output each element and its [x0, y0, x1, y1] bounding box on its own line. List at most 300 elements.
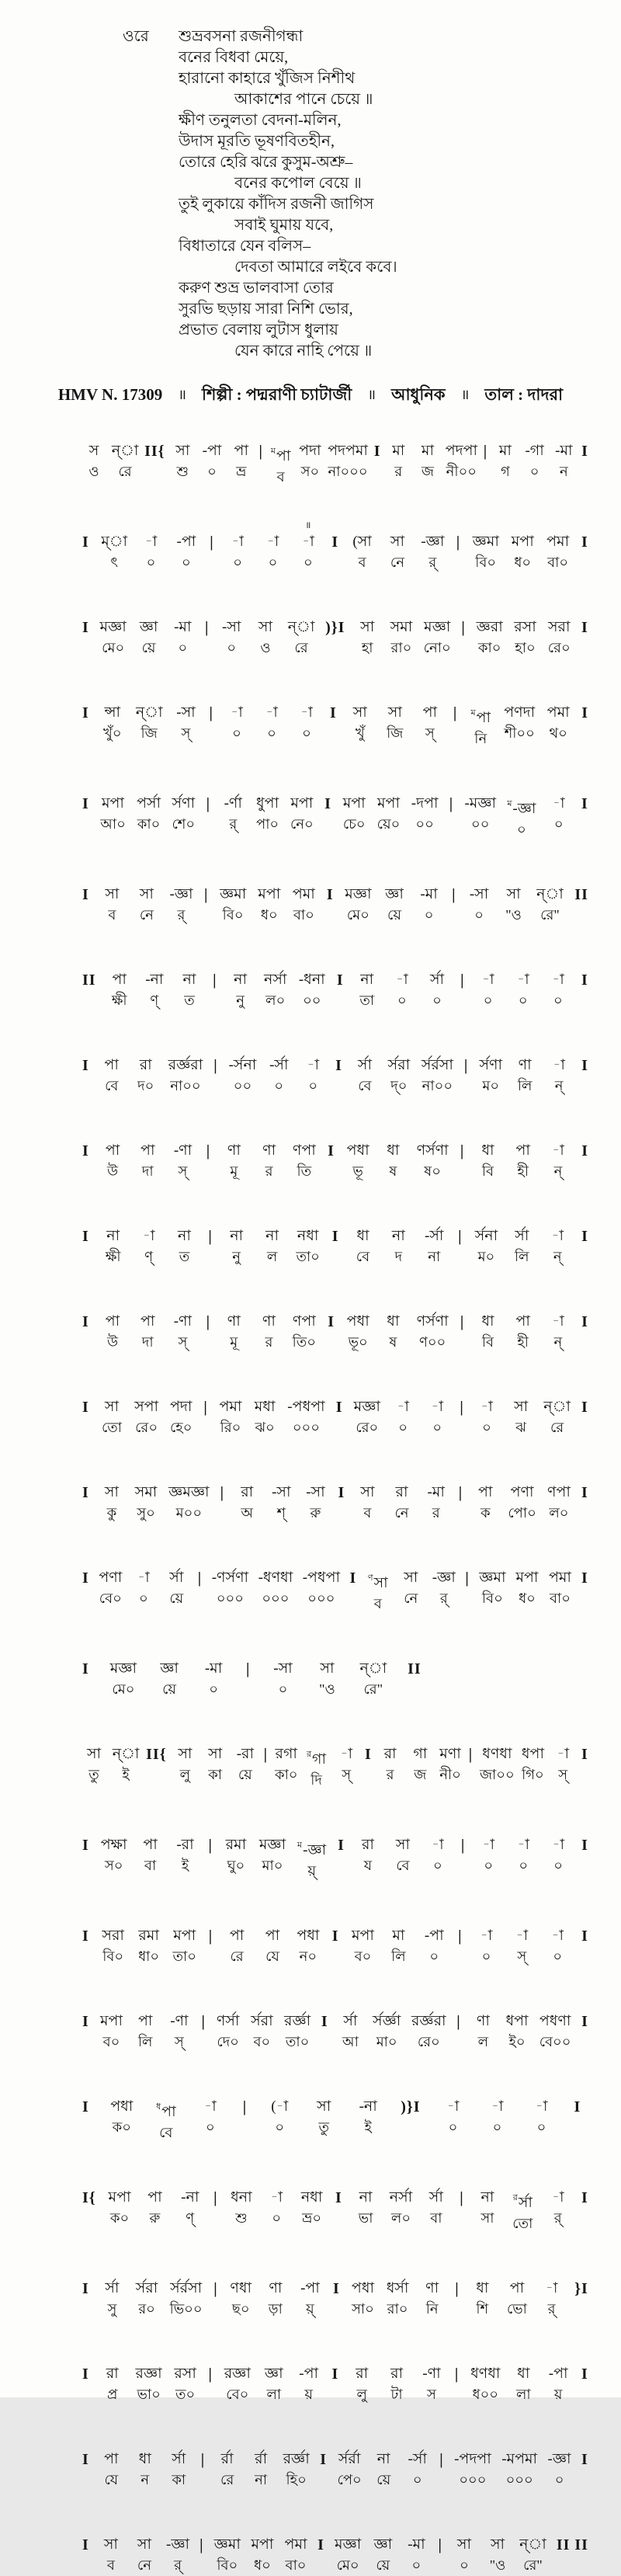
swara-note: -া [300, 704, 313, 721]
note-cell [134, 1042, 158, 1097]
note-cell [135, 2265, 158, 2320]
note-cell [356, 1469, 379, 1524]
swara-note: -পধপা [302, 1570, 340, 1586]
lyric-syllable: র্ [439, 1590, 448, 1606]
note-cell [486, 2522, 509, 2576]
swara-note: র্সনা [474, 1228, 498, 1244]
poem-line-text: প্রভাত বেলায় লুটাস ধুলায় [179, 322, 338, 339]
note-cell [387, 1042, 411, 1097]
lyric-syllable: গ [500, 464, 510, 479]
note-cell [354, 1384, 380, 1438]
lyric-syllable: ০ [553, 816, 564, 832]
note-cell [133, 2522, 156, 2576]
note-cell [202, 1646, 225, 1700]
lyric-syllable: র্ [428, 554, 437, 570]
swara-note: ণা [227, 1313, 241, 1330]
bar-glyph: I [329, 704, 337, 721]
lyric-syllable: ক [480, 1505, 491, 1521]
lyric-syllable: লি [391, 1949, 406, 1964]
lyric-syllable: রে [230, 1949, 244, 1964]
lyric-syllable: রু [310, 1505, 321, 1521]
swara-note: -া [480, 1399, 493, 1415]
note-cell [416, 428, 439, 482]
lyric-syllable: স্ [178, 1163, 188, 1179]
swara-note: ধনা [231, 2189, 252, 2206]
bar-glyph: | [463, 1057, 469, 1074]
lyric-syllable: কা০ [477, 640, 501, 655]
lyric-syllable: য় [553, 2387, 563, 2402]
note-cell [99, 1998, 123, 2053]
swara-note: পধা [351, 2280, 374, 2296]
lyric-syllable: ণ্ [144, 1249, 154, 1264]
bar-symbol [220, 1469, 224, 1503]
note-cell [100, 2265, 123, 2320]
lyric-syllable: তু [318, 2119, 329, 2135]
swara-note: -পা [299, 2366, 318, 2382]
lyric-syllable: মে০ [112, 1681, 135, 1697]
swara-note: জ্ঞমজ্ঞা [168, 1484, 210, 1500]
note-cell [225, 1913, 248, 1967]
note-cell [453, 2522, 476, 2576]
lyric-syllable: ০ [432, 1420, 442, 1435]
note-cell [546, 1913, 569, 1967]
bar-glyph: | [438, 2536, 442, 2553]
swara-note: র্সা [343, 2013, 358, 2029]
bar-symbol [449, 780, 453, 814]
note-cell [479, 1555, 505, 1609]
lyric-syllable: তু [88, 1767, 99, 1782]
swara-note: -জ্ঞা [432, 1570, 456, 1586]
note-cell [82, 428, 106, 482]
swara-note: পা [141, 1142, 155, 1159]
swara-note: নর্সা [264, 972, 287, 988]
swara-note: -ধণধা [258, 1570, 293, 1586]
swara-note: জ্ঞরা [476, 619, 503, 635]
note-cell [101, 2351, 124, 2405]
note-cell [387, 428, 410, 482]
poem-line-prefix: ওরে [123, 28, 149, 45]
bar-glyph: I [335, 1057, 342, 1074]
note-cell [258, 871, 281, 926]
lyric-syllable: কা০ [137, 816, 161, 832]
swara-note: -গা [525, 443, 544, 459]
bar-symbol [581, 1384, 588, 1417]
swara-note: রজ্ঞা [224, 2366, 251, 2382]
note-cell [260, 690, 283, 744]
lyric-syllable: ন্ [553, 1334, 563, 1350]
swara-note: -া [481, 972, 494, 988]
lyric-syllable: শী০০ [504, 725, 535, 741]
note-cell [256, 780, 279, 835]
note-cell [296, 1213, 319, 1267]
note-cell [234, 1731, 257, 1785]
bar-symbol [82, 1555, 89, 1588]
swara-note: সমা [390, 619, 413, 635]
note-cell [199, 2084, 222, 2138]
swara-note: ধপা [521, 1746, 544, 1762]
swara-note: -জ্ঞা [421, 534, 445, 550]
note-cell [253, 1384, 276, 1438]
meta-item-1: HMV N. 17309 [57, 385, 163, 404]
lyric-syllable: ণ০০ [418, 1334, 446, 1350]
note-cell [540, 2265, 564, 2320]
grace-note: ণ [367, 1573, 373, 1583]
swara-note: -া [307, 1057, 320, 1073]
bar-symbol [465, 1555, 469, 1588]
bar-glyph: I [320, 2451, 328, 2468]
lyric-syllable: দ০ [137, 1078, 154, 1093]
notation-line-5 [82, 780, 588, 840]
note-cell [264, 2265, 287, 2320]
note-cell [134, 1998, 157, 2053]
bar-symbol [264, 1731, 268, 1764]
note-cell [203, 1731, 227, 1785]
swara-note: -া [446, 2098, 460, 2115]
lyric-syllable: রে" [523, 2557, 543, 2573]
note-cell [134, 1384, 158, 1438]
swara-note: র্সণা [479, 1057, 502, 1073]
bar-glyph: | [452, 886, 456, 903]
swara-note: -সা [469, 886, 489, 902]
lyric-syllable: ণ্ [186, 2210, 195, 2226]
swara-note: -া [515, 1928, 529, 1944]
notation-line-1 [82, 428, 588, 488]
lyric-syllable: ল০ [265, 993, 286, 1008]
lyric-syllable: য়ে [376, 2557, 390, 2573]
note-cell [300, 2174, 324, 2229]
swara-note: ণপা [292, 1313, 316, 1330]
swara-note: -া [482, 1837, 495, 1853]
bar-glyph: I [328, 1313, 335, 1330]
note-cell [224, 1822, 248, 1876]
note-cell [101, 1822, 127, 1876]
lyric-syllable: কা০ [274, 1767, 298, 1782]
swara-note: -মা [204, 1660, 223, 1677]
lyric-syllable: ই [364, 2119, 372, 2135]
note-cell [100, 1384, 123, 1438]
swara-note: মপা [377, 795, 400, 812]
lyric-syllable: ও [260, 640, 271, 655]
note-cell [112, 428, 139, 482]
note-cell [507, 780, 536, 840]
note-cell [257, 1298, 280, 1353]
note-cell [346, 1298, 369, 1353]
swara-note: -া [231, 534, 244, 550]
lyric-syllable: র্ [547, 2301, 556, 2317]
lyric-syllable: ০০ [415, 816, 434, 832]
note-cell [175, 519, 198, 573]
note-cell [422, 1913, 446, 1967]
bar-symbol [82, 2522, 89, 2555]
note-cell [411, 780, 439, 835]
swara-note: -া [491, 2098, 504, 2115]
bar-symbol [82, 604, 89, 638]
lyric-syllable: ভূ০ [348, 1334, 368, 1350]
lyric-syllable: বে০ [99, 1590, 122, 1606]
note-cell [100, 1469, 123, 1524]
lyric-syllable: থ০ [549, 725, 567, 741]
lyric-syllable: ০ [209, 1681, 218, 1697]
note-cell [371, 2522, 394, 2576]
swara-note: ণা [425, 2280, 439, 2296]
swara-note: -র্ণা [224, 795, 242, 812]
swara-note: পা [265, 1928, 280, 1944]
bar-glyph: I [82, 2280, 89, 2297]
swara-note: পদপা [445, 443, 477, 459]
swara-note: $^র$গা [306, 1750, 327, 1768]
lyric-syllable: বি০ [475, 554, 497, 570]
lyric-syllable: পো০ [508, 1505, 536, 1521]
note-cell [477, 1128, 500, 1182]
note-cell [101, 1128, 124, 1182]
bar-symbol [328, 1298, 335, 1332]
note-cell [546, 957, 570, 1011]
swara-note: রজ্ঞা [135, 2366, 162, 2382]
swara-note: জ্ঞা [373, 2536, 393, 2553]
bar-symbol [82, 1822, 89, 1855]
note-cell [477, 957, 500, 1011]
bar-glyph: | [456, 534, 461, 551]
swara-note: রা [390, 2366, 404, 2382]
note-cell [387, 1913, 410, 1967]
bar-symbol [438, 2522, 442, 2555]
lyric-syllable: র [386, 1767, 394, 1782]
note-cell [293, 1128, 316, 1182]
note-cell [102, 1913, 125, 1967]
lyric-syllable: তি০ [292, 1334, 316, 1350]
lyric-syllable: চে০ [342, 816, 366, 832]
bar-symbol [581, 2174, 588, 2208]
note-cell [372, 2436, 395, 2491]
bar-symbol [460, 957, 464, 990]
swara-note: সা [317, 2098, 331, 2115]
bar-glyph: I [82, 1660, 89, 1677]
note-cell [546, 2174, 570, 2229]
swara-note: মা [392, 1928, 405, 1944]
bar-symbol [408, 1646, 422, 1679]
swara-note: -পা [176, 534, 196, 550]
bar-glyph: I [324, 795, 331, 812]
lyric-syllable: ভ্র [236, 464, 247, 479]
note-cell [262, 2351, 286, 2405]
note-cell [366, 1555, 390, 1615]
swara-note: পা [112, 972, 127, 988]
lyric-syllable: লি [517, 1078, 533, 1093]
swara-note: -সা [306, 1484, 325, 1500]
poem-line-text: দেবতা আমারে লইবে কবে। [234, 259, 397, 276]
bar-symbol [144, 428, 165, 461]
note-cell [299, 957, 325, 1011]
poem-line-13 [179, 278, 621, 299]
swara-note: মজ্ঞা [353, 1399, 380, 1415]
lyric-syllable: ভূ [352, 1163, 363, 1179]
lyric-syllable: য়ে [238, 1767, 252, 1782]
notation-line-18 [82, 1913, 588, 1967]
swara-note: পা [140, 1313, 155, 1330]
lyric-syllable: নে০ [290, 816, 314, 832]
lyric-syllable: বি [481, 1163, 494, 1179]
note-cell [168, 1998, 191, 2053]
lyric-syllable: ল [266, 1249, 278, 1264]
swara-note: পদা [299, 443, 321, 459]
swara-note: নর্সা [389, 2189, 413, 2206]
lyric-syllable: নি [474, 731, 487, 746]
note-cell [137, 780, 161, 835]
swara-note: ন্া [112, 1746, 140, 1762]
swara-note: ন্া [135, 704, 163, 721]
bar-symbol [458, 1913, 462, 1946]
lyric-syllable: বে [105, 1078, 119, 1093]
bar-glyph: | [205, 619, 210, 636]
note-cell [99, 1555, 122, 1609]
poem-line-7 [179, 152, 621, 173]
bar-symbol [581, 1469, 588, 1503]
swara-note: জ্ঞমা [213, 2536, 241, 2553]
lyric-syllable: ন্ [553, 1163, 563, 1179]
note-cell [261, 1213, 284, 1267]
bar-symbol [581, 1913, 588, 1946]
bar-glyph: | [460, 1142, 465, 1159]
bar-symbol [82, 2436, 89, 2470]
bar-symbol [456, 1998, 460, 2032]
bar-glyph: | [458, 1484, 463, 1501]
swara-note: সা [178, 1746, 193, 1762]
note-cell [297, 1913, 320, 1967]
note-cell [101, 1298, 124, 1353]
swara-note: সা [491, 2536, 505, 2553]
lyric-syllable: উ [106, 1334, 119, 1350]
bar-glyph: I [82, 1399, 89, 1416]
note-cell [174, 690, 197, 744]
bar-glyph: I [335, 1399, 343, 1416]
note-cell [510, 1213, 533, 1267]
lyric-syllable: ঝ০ [255, 1420, 275, 1435]
bar-glyph: )}I [325, 619, 345, 636]
bar-symbol [82, 2351, 89, 2384]
swara-note: -া [397, 1399, 409, 1415]
bar-glyph: | [213, 1057, 218, 1074]
swara-note: পর্সা [137, 795, 161, 812]
swara-note: -জ্ঞা [169, 886, 193, 902]
lyric-syllable: ০ [205, 2119, 215, 2135]
bar-symbol [82, 1128, 89, 1161]
lyric-syllable: সু০ [137, 1505, 155, 1521]
swara-note: পধা [110, 2098, 134, 2115]
note-top-mark: ॥ [305, 520, 311, 530]
notation-line-17 [82, 1822, 588, 1882]
swara-note: -ণা [173, 1142, 193, 1159]
swara-note: মা [392, 443, 405, 459]
swara-note: -সা [176, 704, 196, 721]
lyric-syllable: র [394, 464, 403, 479]
bar-glyph: }I [574, 2280, 588, 2297]
lyric-syllable: ০ [274, 1078, 284, 1093]
poem-line-text: হারানো কাহারে খুঁজিস নিশীথ [179, 70, 356, 87]
lyric-syllable: ল০ [390, 2210, 411, 2226]
swara-note: ম্া [101, 534, 128, 550]
swara-note: না [178, 1228, 191, 1244]
lyric-syllable: ষ [389, 1334, 397, 1350]
swara-note: -া [552, 795, 565, 812]
swara-note: পা [422, 704, 438, 721]
note-cell [356, 957, 379, 1011]
bar-glyph: I [331, 1928, 339, 1945]
swara-note: মপা [342, 795, 366, 812]
bar-glyph: I [581, 443, 588, 460]
note-cell [359, 1646, 387, 1700]
lyric-syllable: না০০ [422, 1078, 453, 1093]
note-cell [547, 1042, 571, 1097]
note-cell [425, 1384, 449, 1438]
lyric-syllable: য়ে [387, 907, 401, 923]
bar-glyph: I [82, 1928, 89, 1945]
lyric-syllable: ই০ [508, 2034, 526, 2049]
poem-line-1 [123, 26, 621, 47]
note-cell [288, 604, 315, 659]
swara-note: -না [359, 2098, 377, 2115]
swara-note: রর্জ্ঞা [284, 2013, 311, 2029]
lyric-syllable: ০ [481, 1949, 491, 1964]
note-cell [421, 2265, 444, 2320]
bar-glyph: I [317, 2536, 324, 2553]
grace-note: ম [470, 708, 476, 718]
lyric-syllable: ০ [302, 725, 311, 741]
lyric-syllable: ০ [553, 1949, 563, 1964]
bar-glyph: | [206, 795, 210, 812]
bar-symbol [328, 1128, 335, 1161]
lyric-syllable: আ০ [100, 816, 126, 832]
lyric-syllable: লু [356, 2387, 367, 2402]
lyric-syllable: বি০ [481, 1590, 503, 1606]
bar-symbol [574, 2084, 581, 2117]
swara-note: সা [387, 704, 402, 721]
lyric-syllable: ০ [146, 554, 156, 570]
lyric-syllable: য়্ [306, 2301, 314, 2317]
swara-note: পা [105, 1142, 120, 1159]
lyric-syllable: সু [107, 2301, 117, 2317]
note-cell [224, 2351, 251, 2405]
note-cell [480, 1731, 515, 1785]
swara-note: না [359, 2189, 373, 2206]
note-cell [353, 1042, 376, 1097]
bar-glyph: I [82, 2536, 89, 2553]
notation-line-3 [82, 604, 588, 659]
bar-symbol [325, 604, 345, 638]
lyric-syllable: নু [232, 1249, 241, 1264]
lyric-syllable: ০ [517, 822, 526, 837]
note-cell [376, 780, 400, 835]
note-cell [351, 519, 374, 573]
swara-note: -না [181, 2189, 199, 2206]
note-cell [136, 1128, 159, 1182]
lyric-syllable: লি [137, 2034, 153, 2049]
bar-glyph: I [349, 1570, 357, 1587]
note-cell [258, 1128, 281, 1182]
note-cell [230, 428, 253, 482]
swara-note: সা [104, 1399, 119, 1415]
swara-note: না [480, 2189, 494, 2206]
swara-note: মপা [251, 2536, 274, 2553]
bar-symbol [456, 519, 460, 552]
lyric-syllable: রে০ [356, 1420, 379, 1435]
swara-note: র্সা [169, 1570, 184, 1586]
note-cell [390, 957, 414, 1011]
poem-line-8 [234, 173, 621, 194]
swara-note: পা [478, 1484, 493, 1500]
swara-note: জ্ঞা [160, 1660, 179, 1677]
swara-note: -া [552, 1142, 564, 1159]
bar-symbol [401, 2084, 420, 2117]
